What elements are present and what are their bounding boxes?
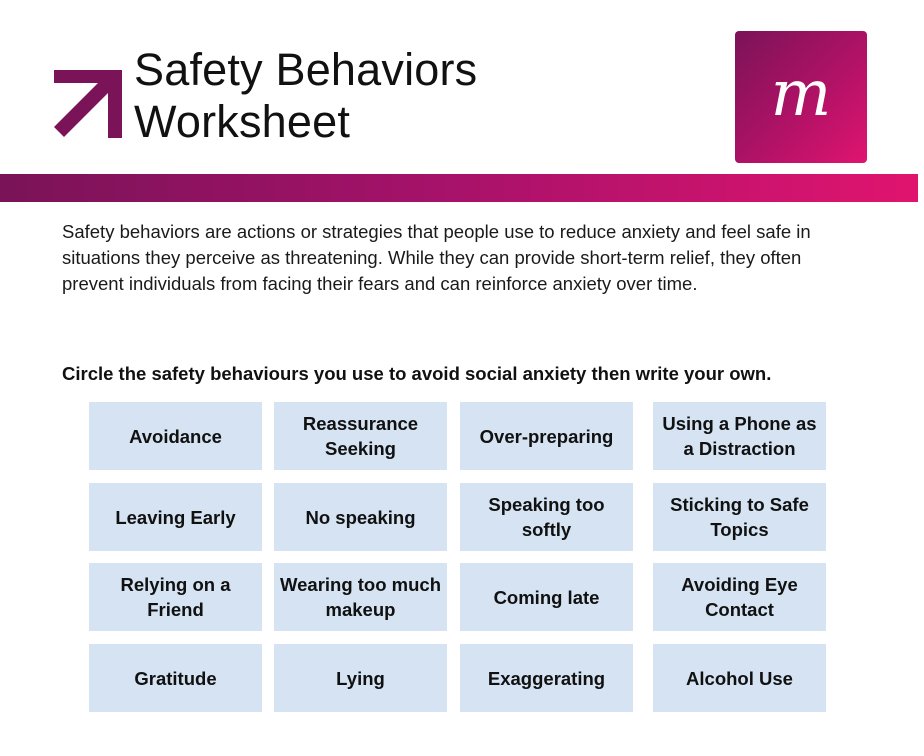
page-title [134, 44, 477, 148]
behavior-option[interactable] [274, 563, 447, 631]
behavior-label: Exaggerating [487, 667, 606, 689]
behavior-option[interactable] [274, 402, 447, 470]
behavior-option[interactable] [89, 483, 262, 551]
behavior-label: Lying [336, 667, 385, 689]
behavior-label: Over-preparing [479, 425, 614, 447]
behavior-label: Using a Phone as a Distraction [662, 413, 817, 459]
behavior-option[interactable] [89, 402, 262, 470]
behavior-option[interactable] [460, 402, 633, 470]
intro-paragraph: Safety behaviors are actions or strategies that people use to reduce anxiety and feel safe in situations they perceive as threatening. While they can provide short-term relief, they often prevent individuals from facing their fears and can reinforce anxiety over time. [62, 221, 811, 294]
behavior-label: Avoidance [129, 425, 222, 447]
behavior-option[interactable] [274, 644, 447, 712]
behavior-option[interactable] [460, 483, 633, 551]
behavior-label: Gratitude [134, 667, 217, 689]
behavior-option[interactable] [460, 644, 633, 712]
behavior-option[interactable] [274, 483, 447, 551]
behavior-label: Alcohol Use [686, 667, 793, 689]
title-line-1: Safety Behaviors [134, 44, 478, 95]
logo-letter: m [770, 57, 832, 131]
behavior-label: Speaking too softly [488, 494, 605, 540]
behavior-label: Leaving Early [115, 506, 236, 528]
behavior-option[interactable] [460, 563, 633, 631]
header-divider-bar [0, 174, 918, 202]
behavior-label: Sticking to Safe Topics [670, 494, 809, 540]
behavior-option[interactable] [653, 563, 826, 631]
behavior-option[interactable] [653, 483, 826, 551]
behavior-option[interactable] [89, 563, 262, 631]
behavior-label: Wearing too much makeup [279, 574, 442, 620]
behavior-label: No speaking [305, 506, 416, 528]
arrow-up-right-icon [52, 66, 124, 138]
behavior-label: Reassurance Seeking [302, 413, 419, 459]
behavior-option[interactable] [653, 644, 826, 712]
behavior-option[interactable] [89, 644, 262, 712]
brand-logo [735, 31, 867, 163]
behaviors-grid [89, 402, 828, 712]
behavior-label: Coming late [493, 586, 600, 608]
behavior-option[interactable] [653, 402, 826, 470]
instruction-text: Circle the safety behaviours you use to avoid social anxiety then write your own. [62, 363, 772, 384]
behavior-label: Avoiding Eye Contact [681, 574, 798, 620]
behavior-label: Relying on a Friend [120, 574, 231, 620]
title-line-2: Worksheet [134, 96, 351, 147]
